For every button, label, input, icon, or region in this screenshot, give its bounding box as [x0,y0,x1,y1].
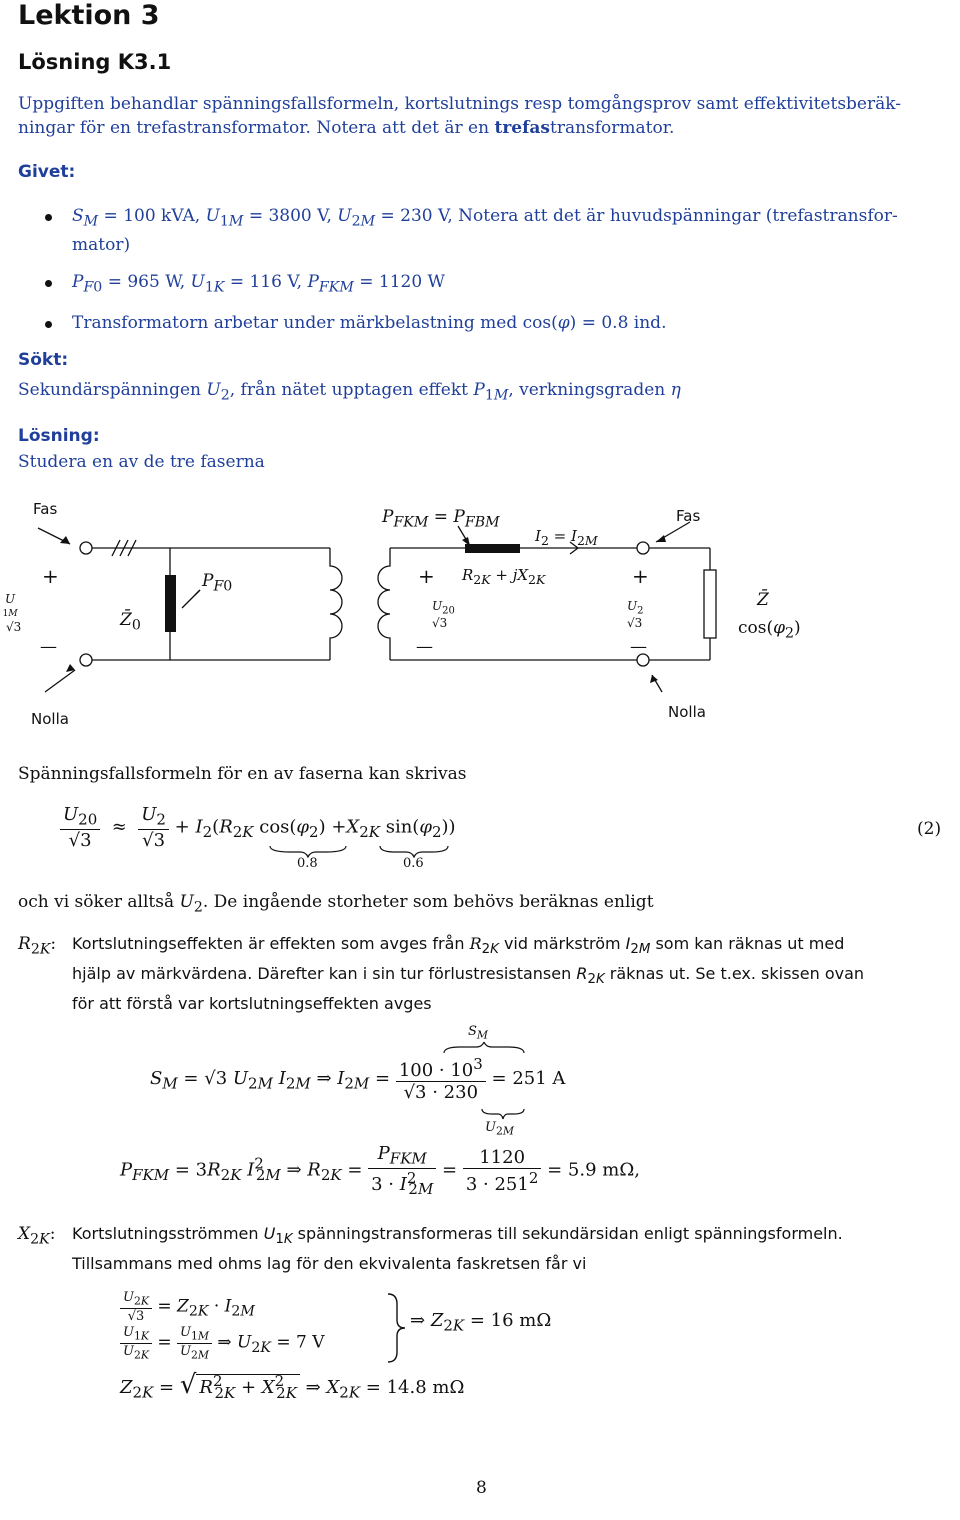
primary-coil-icon [330,548,342,660]
series-impedance-icon [465,544,520,553]
minus-sign: — [416,637,433,657]
cosphi-label: $\cos(\varphi_2)$ [738,618,801,642]
u2m-underbrace-label: $U_{2M}$ [485,1120,514,1138]
right-brace-icon [385,1292,407,1364]
underbrace-icon [478,1108,528,1120]
u2-label: $U_2$ √3 [627,599,644,631]
fas-right-label: Fas [676,507,701,525]
nolla-right-label: Nolla [668,703,706,721]
r2k-label: $R_{2K} + jX_{2K}$ [462,566,546,587]
sm-equation: $S_M = √3$ $U_{2M}$ $I_{2M}$ ⇒ $I_{2M}$ = $\frac{100 \cdot 10^3}{√3 \cdot 230}$ = 251 A [150,1055,566,1103]
losning-text: Studera en av de tre faserna [18,452,265,472]
pfkm-equation: $P_{FKM} = 3R_{2K}$ $I^2_{2M}$ ⇒ $R_{2K}$ = $\frac{P_{FKM}}{3 \cdot I^2_{2M}}$ = $\frac{1120}{3 \cdot 251^2}$ = 5.9 mΩ, [120,1143,640,1199]
x2k-paragraph: Kortslutningsströmmen $U_{1K}$ spänningstransformeras till sekundärsidan enligt spänningsformeln. Tillsammans med ohms lag för den ekvivalenta faskretsen får vi [72,1224,843,1274]
brace-value-sin: 0.6 [403,856,424,871]
givet-item-3: Transformatorn arbetar under märkbelastning med cos(φ) = 0.8 ind. [72,313,667,333]
sm-overbrace-label: $S_M$ [468,1024,488,1042]
x2k-equation: $Z_{2K}$ = √ $R^2_{2K} + X^2_{2K}$ ⇒ $X_{2K} = 14.8$ mΩ [120,1370,465,1402]
u2k-z2k-equation: $\frac{U_{2K}}{√3}$ = $Z_{2K} \cdot I_{2M}$ [120,1290,255,1324]
fas-left-label: Fas [33,500,58,518]
plus-sign: + [418,564,435,588]
core-resistor-icon [165,575,176,632]
sokt-text: Sekundärspänningen $U_2$, från nätet upptagen effekt $P_{1M}$, verkningsgraden η [18,380,681,404]
page-heading: Lektion 3 [18,0,160,31]
z2k-result: ⇒ $Z_{2K} = 16$ mΩ [410,1310,552,1335]
load-impedance-icon [704,570,716,638]
section-title: Lösning K3.1 [18,50,172,74]
search-text: och vi söker alltså $U_2$. De ingående storheter som behövs beräknas enligt [18,892,654,916]
bullet-icon [45,214,52,221]
r2k-term-label: $R_{2K}$: [18,934,57,958]
sokt-label: Sökt: [18,350,69,370]
plus-sign: + [632,564,649,588]
brace-value-cos: 0.8 [297,856,318,871]
x2k-term-label: $X_{2K}$: [18,1224,56,1248]
givet-item-2: $P_{F0} = 965$ W, $U_{1K} = 116$ V, $P_{FKM} = 1120$ W [72,272,446,296]
intro-line-1: Uppgiften behandlar spänningsfallsformeln, kortslutnings resp tomgångsprov samt effektivitetsberäk- [18,94,902,114]
intro-line-2: ningar för en trefastransformator. Notera att det är en trefastransformator. [18,118,675,138]
nolla-left-label: Nolla [31,710,69,728]
minus-sign: — [630,637,647,657]
pfkm-label: $P_{FKM} = P_{FBM}$ [382,507,500,531]
formula-intro: Spänningsfallsformeln för en av faserna kan skrivas [18,764,467,784]
u1k-ratio-equation: $\frac{U_{1K}}{U_{2K}}$ = $\frac{U_{1M}}{U_{2M}}$ ⇒ $U_{2K} = 7$ V [120,1325,325,1361]
overbrace-icon [440,1042,530,1054]
u20-label: $U_{20}$ √3 [432,599,455,631]
equation-number: (2) [917,819,942,839]
r2k-paragraph: Kortslutningseffekten är effekten som avges från $R_{2K}$ vid märkström $I_{2M}$ som kan räknas ut med hjälp av märkvärdena. Därefter kan i sin tur förlustresistansen $R_{2K}$ räknas ut. Se t.ex. skissen ovan för att förstå var kortslutningseffekten avges [72,934,865,1014]
givet-item-1: $S_M = 100$ kVA, $U_{1M} = 3800$ V, $U_{2M} = 230$ V, Notera att det är huvudspänningar (trefastransfor- mator) [72,206,898,256]
u1m-label: U 1M √3 [2,592,22,634]
underbrace-icon [260,844,470,858]
intro-paragraph [18,92,948,140]
i2-label: $I_2 = I_{2M}$ [535,527,598,548]
zbar-label: Z̄ [757,590,769,610]
page-number: 8 [476,1478,487,1498]
bullet-icon [45,321,52,328]
minus-sign: — [40,637,57,657]
terminal-icon [80,542,92,554]
secondary-coil-icon [378,548,390,660]
terminal-icon [637,542,649,554]
plus-sign: + [42,564,59,588]
voltage-drop-equation: $\frac{U_{20}}{√3}$ ≈ $\frac{U_2}{√3}$ + $I_2(R_{2K}$ $\cos(\varphi_2) +X_{2K}$ $\sin(\varphi_2)$) [60,804,456,851]
pf0-label: $P_{F0}$ [202,571,233,595]
losning-label: Lösning: [18,426,100,446]
bullet-icon [45,280,52,287]
givet-label: Givet: [18,162,76,182]
z0-label: $Z̄_0$ [120,610,141,634]
terminal-icon [80,654,92,666]
